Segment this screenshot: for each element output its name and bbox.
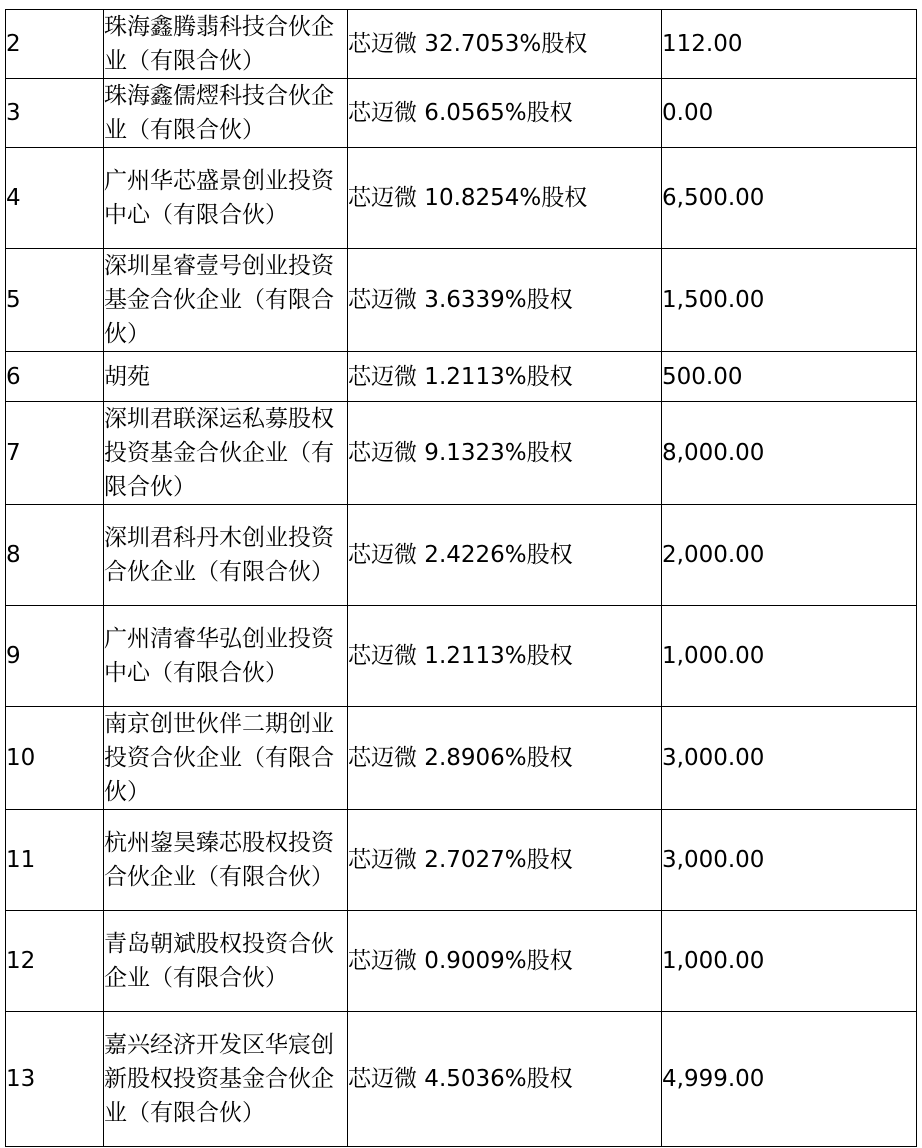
amount: 4,999.00 [662, 1012, 917, 1147]
equity-stake: 芯迈微 2.8906%股权 [348, 707, 662, 810]
holder-name: 嘉兴经济开发区华宸创新股权投资基金合伙企业（有限合伙） [104, 1012, 348, 1147]
equity-stake: 芯迈微 2.4226%股权 [348, 505, 662, 606]
row-number: 13 [6, 1012, 104, 1147]
holder-name: 深圳君科丹木创业投资合伙企业（有限合伙） [104, 505, 348, 606]
amount: 500.00 [662, 352, 917, 402]
equity-stake: 芯迈微 1.2113%股权 [348, 606, 662, 707]
holder-name: 胡苑 [104, 352, 348, 402]
row-number: 5 [6, 249, 104, 352]
holder-name: 南京创世伙伴二期创业投资合伙企业（有限合伙） [104, 707, 348, 810]
equity-stake: 芯迈微 6.0565%股权 [348, 79, 662, 148]
amount: 1,000.00 [662, 606, 917, 707]
table-row [6, 1012, 917, 1147]
table-row [6, 707, 917, 810]
equity-stake: 芯迈微 32.7053%股权 [348, 10, 662, 79]
shareholder-table [5, 9, 917, 1147]
row-number: 7 [6, 402, 104, 505]
row-number: 9 [6, 606, 104, 707]
amount: 2,000.00 [662, 505, 917, 606]
holder-name: 深圳星睿壹号创业投资基金合伙企业（有限合伙） [104, 249, 348, 352]
table-row [6, 505, 917, 606]
equity-stake: 芯迈微 1.2113%股权 [348, 352, 662, 402]
table-row [6, 810, 917, 911]
holder-name: 珠海鑫儒熤科技合伙企业（有限合伙） [104, 79, 348, 148]
table-row [6, 79, 917, 148]
holder-name: 深圳君联深运私募股权投资基金合伙企业（有限合伙） [104, 402, 348, 505]
table-row [6, 606, 917, 707]
table-row [6, 352, 917, 402]
row-number: 8 [6, 505, 104, 606]
row-number: 10 [6, 707, 104, 810]
table-row [6, 911, 917, 1012]
amount: 112.00 [662, 10, 917, 79]
holder-name: 珠海鑫腾翡科技合伙企业（有限合伙） [104, 10, 348, 79]
row-number: 4 [6, 148, 104, 249]
amount: 1,500.00 [662, 249, 917, 352]
row-number: 12 [6, 911, 104, 1012]
row-number: 6 [6, 352, 104, 402]
amount: 3,000.00 [662, 707, 917, 810]
amount: 8,000.00 [662, 402, 917, 505]
equity-stake: 芯迈微 3.6339%股权 [348, 249, 662, 352]
equity-stake: 芯迈微 9.1323%股权 [348, 402, 662, 505]
table-row [6, 148, 917, 249]
table-row [6, 402, 917, 505]
holder-name: 青岛朝斌股权投资合伙企业（有限合伙） [104, 911, 348, 1012]
row-number: 3 [6, 79, 104, 148]
equity-stake: 芯迈微 0.9009%股权 [348, 911, 662, 1012]
row-number: 11 [6, 810, 104, 911]
holder-name: 杭州鋆昊臻芯股权投资合伙企业（有限合伙） [104, 810, 348, 911]
row-number: 2 [6, 10, 104, 79]
amount: 6,500.00 [662, 148, 917, 249]
table-row [6, 249, 917, 352]
equity-stake: 芯迈微 2.7027%股权 [348, 810, 662, 911]
amount: 0.00 [662, 79, 917, 148]
holder-name: 广州清睿华弘创业投资中心（有限合伙） [104, 606, 348, 707]
table-row [6, 10, 917, 79]
amount: 1,000.00 [662, 911, 917, 1012]
equity-stake: 芯迈微 10.8254%股权 [348, 148, 662, 249]
holder-name: 广州华芯盛景创业投资中心（有限合伙） [104, 148, 348, 249]
amount: 3,000.00 [662, 810, 917, 911]
equity-stake: 芯迈微 4.5036%股权 [348, 1012, 662, 1147]
